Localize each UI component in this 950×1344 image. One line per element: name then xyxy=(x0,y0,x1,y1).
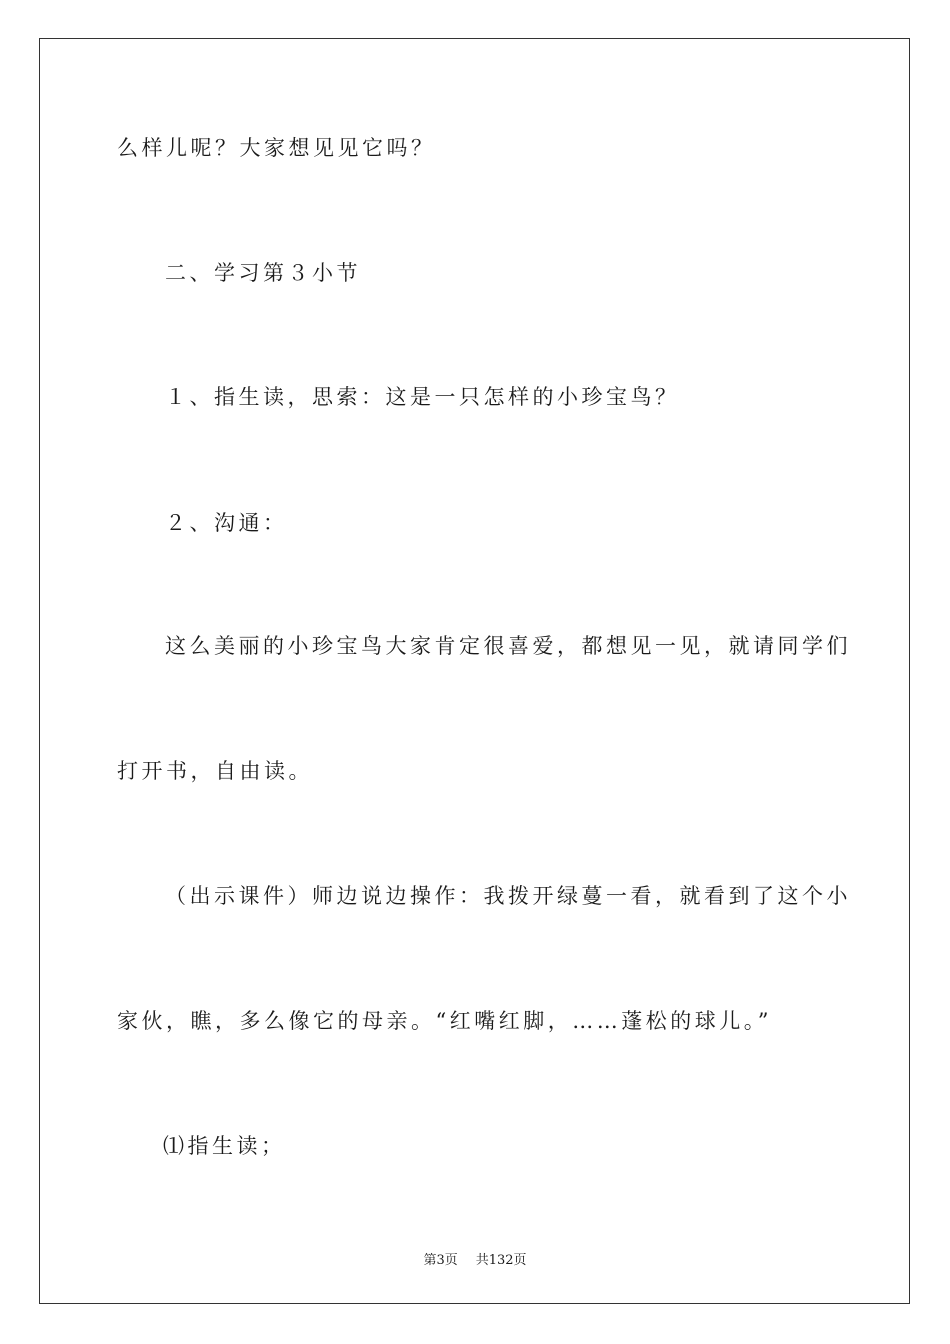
text-line-1: 么样儿呢？大家想见见它吗？ xyxy=(117,136,436,160)
text-line-3: １、指生读，思索：这是一只怎样的小珍宝鸟？ xyxy=(165,385,680,409)
page-footer xyxy=(0,1249,950,1268)
text-line-7: （出示课件）师边说边操作：我拨开绿蔓一看，就看到了这个小 xyxy=(165,884,851,908)
text-line-8: 家伙，瞧，多么像它的母亲。“红嘴红脚，……蓬松的球儿。” xyxy=(117,1009,772,1033)
page-number: 第3页 xyxy=(423,1253,458,1268)
text-line-6: 打开书，自由读。 xyxy=(117,759,313,783)
text-line-4: ２、沟通： xyxy=(165,511,288,535)
page-total: 共132页 xyxy=(475,1253,527,1268)
text-line-5: 这么美丽的小珍宝鸟大家肯定很喜爱，都想见一见，就请同学们 xyxy=(165,634,851,658)
section-heading: 二、学习第３小节 xyxy=(165,261,361,285)
page-border xyxy=(39,38,910,1304)
text-line-9: ⑴指生读； xyxy=(163,1134,286,1158)
